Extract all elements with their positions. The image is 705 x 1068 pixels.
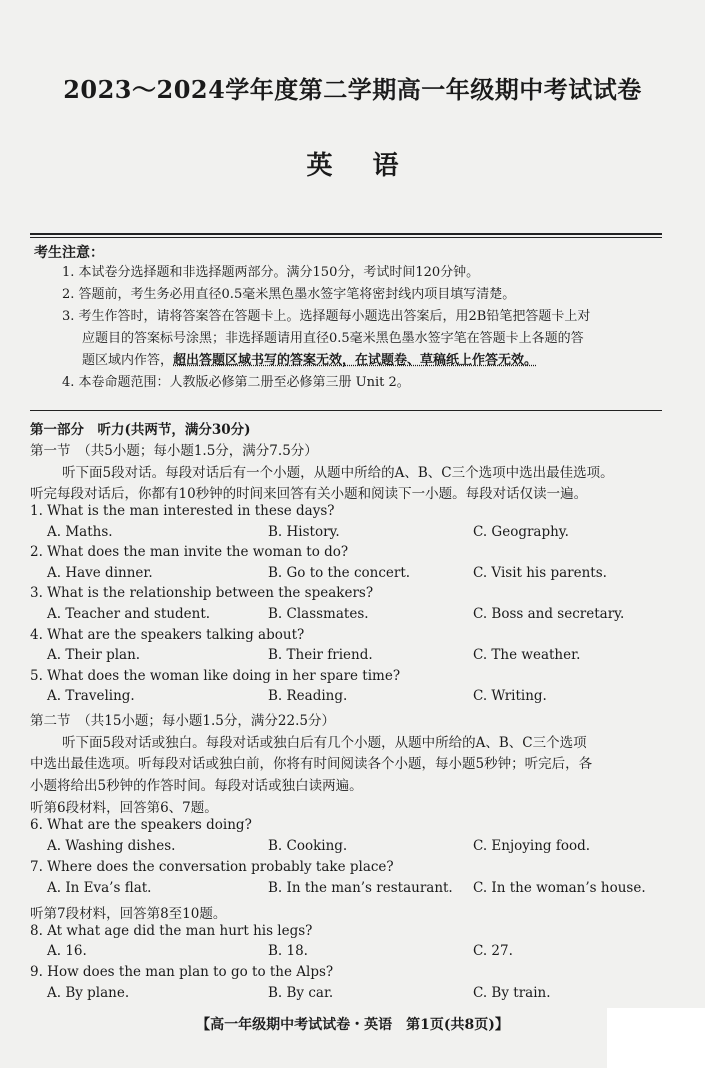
section1-instruction-line2: 听完每段对话后，你都有10秒钟的时间来回答有关小题和阅读下一小题。每段对话仅读一遍。 bbox=[30, 486, 588, 502]
question-7: 7. Where does the conversation probably take place? bbox=[30, 859, 394, 875]
question-1: 1. What is the man interested in these days? bbox=[30, 503, 335, 519]
notice-item-3-line3 bbox=[82, 350, 667, 371]
section2-instruction-line1: 听下面5段对话或独白。每段对话或独白后有几个小题，从题中所给的A、B、C三个选项 bbox=[62, 735, 587, 751]
part1-heading: 第一部分 听力(共两节，满分30分) bbox=[30, 422, 251, 438]
section1-instruction-line1: 听下面5段对话。每段对话后有一个小题，从题中所给的A、B、C三个选项中选出最佳选项。 bbox=[62, 465, 614, 481]
question-9: 9. How does the man plan to go to the Alps? bbox=[30, 964, 334, 980]
divider bbox=[30, 237, 662, 238]
option-b: B. Go to the concert. bbox=[268, 565, 411, 581]
option-c: C. In the woman’s house. bbox=[473, 880, 646, 896]
option-c: C. Writing. bbox=[473, 688, 547, 704]
exam-title: 2023～2024学年度第二学期高一年级期中考试试卷 bbox=[63, 75, 642, 104]
option-a: A. Traveling. bbox=[47, 688, 135, 704]
option-b: B. By car. bbox=[268, 985, 334, 1001]
section2-heading: 第二节 （共15小题；每小题1.5分，满分22.5分） bbox=[30, 713, 335, 729]
subject-title: 英语 bbox=[306, 151, 439, 181]
option-b: B. Cooking. bbox=[268, 838, 348, 854]
option-c: C. Boss and secretary. bbox=[473, 606, 625, 622]
option-a: A. Their plan. bbox=[47, 647, 141, 663]
question-4: 4. What are the speakers talking about? bbox=[30, 627, 305, 643]
notice-item-3-line1: 3. 考生作答时，请将答案答在答题卡上。选择题每小题选出答案后，用2B铅笔把答题卡上对 bbox=[62, 309, 591, 324]
notice-emphasis: 超出答题区域书写的答案无效，在试题卷、草稿纸上作答无效。 bbox=[173, 353, 538, 368]
option-a: A. In Eva’s flat. bbox=[47, 880, 152, 896]
option-a: A. Have dinner. bbox=[47, 565, 153, 581]
option-c: C. Visit his parents. bbox=[473, 565, 607, 581]
option-c: C. By train. bbox=[473, 985, 551, 1001]
notice-item-1: 1. 本试卷分选择题和非选择题两部分。满分150分，考试时间120分钟。 bbox=[62, 265, 480, 280]
notice-item-3-text: 题区域内作答， bbox=[82, 353, 174, 368]
section2-instruction-line2: 中选出最佳选项。听每段对话或独白前，你将有时间阅读各个小题，每小题5秒钟；听完后，各 bbox=[30, 756, 593, 772]
divider bbox=[30, 410, 662, 411]
notice-item-2: 2. 答题前，考生务必用直径0.5毫米黑色墨水签字笔将密封线内项目填写清楚。 bbox=[62, 287, 516, 302]
section1-heading: 第一节 （共5小题；每小题1.5分，满分7.5分） bbox=[30, 443, 318, 459]
option-c: C. Enjoying food. bbox=[473, 838, 591, 854]
material-7-heading: 听第7段材料，回答第8至10题。 bbox=[30, 906, 227, 922]
option-b: B. Classmates. bbox=[268, 606, 369, 622]
option-a: A. Teacher and student. bbox=[47, 606, 211, 622]
option-a: A. 16. bbox=[47, 943, 87, 959]
option-c: C. Geography. bbox=[473, 524, 569, 540]
question-6: 6. What are the speakers doing? bbox=[30, 817, 252, 833]
option-b: B. 18. bbox=[268, 943, 308, 959]
divider bbox=[30, 233, 662, 235]
question-3: 3. What is the relationship between the speakers? bbox=[30, 585, 374, 601]
option-b: B. Reading. bbox=[268, 688, 348, 704]
notice-item-3-line2: 应题目的答案标号涂黑；非选择题请用直径0.5毫米黑色墨水签字笔在答题卡上各题的答 bbox=[82, 331, 584, 346]
question-5: 5. What does the woman like doing in her spare time? bbox=[30, 668, 401, 684]
option-a: A. By plane. bbox=[47, 985, 130, 1001]
option-b: B. In the man’s restaurant. bbox=[268, 880, 453, 896]
option-b: B. History. bbox=[268, 524, 340, 540]
page-footer: 【高一年级期中考试试卷・英语 第1页(共8页)】 bbox=[196, 1017, 509, 1033]
material-6-heading: 听第6段材料，回答第6、7题。 bbox=[30, 800, 218, 816]
notice-item-4: 4. 本卷命题范围：人教版必修第二册至必修第三册 Unit 2。 bbox=[62, 375, 410, 390]
option-a: A. Maths. bbox=[47, 524, 113, 540]
option-b: B. Their friend. bbox=[268, 647, 373, 663]
question-2: 2. What does the man invite the woman to do? bbox=[30, 544, 349, 560]
section2-instruction-line3: 小题将给出5秒钟的作答时间。每段对话或独白读两遍。 bbox=[30, 778, 363, 794]
option-a: A. Washing dishes. bbox=[47, 838, 176, 854]
notice-heading: 考生注意： bbox=[34, 245, 104, 261]
option-c: C. 27. bbox=[473, 943, 513, 959]
corner-blank bbox=[607, 1008, 705, 1068]
option-c: C. The weather. bbox=[473, 647, 581, 663]
question-8: 8. At what age did the man hurt his legs? bbox=[30, 923, 313, 939]
